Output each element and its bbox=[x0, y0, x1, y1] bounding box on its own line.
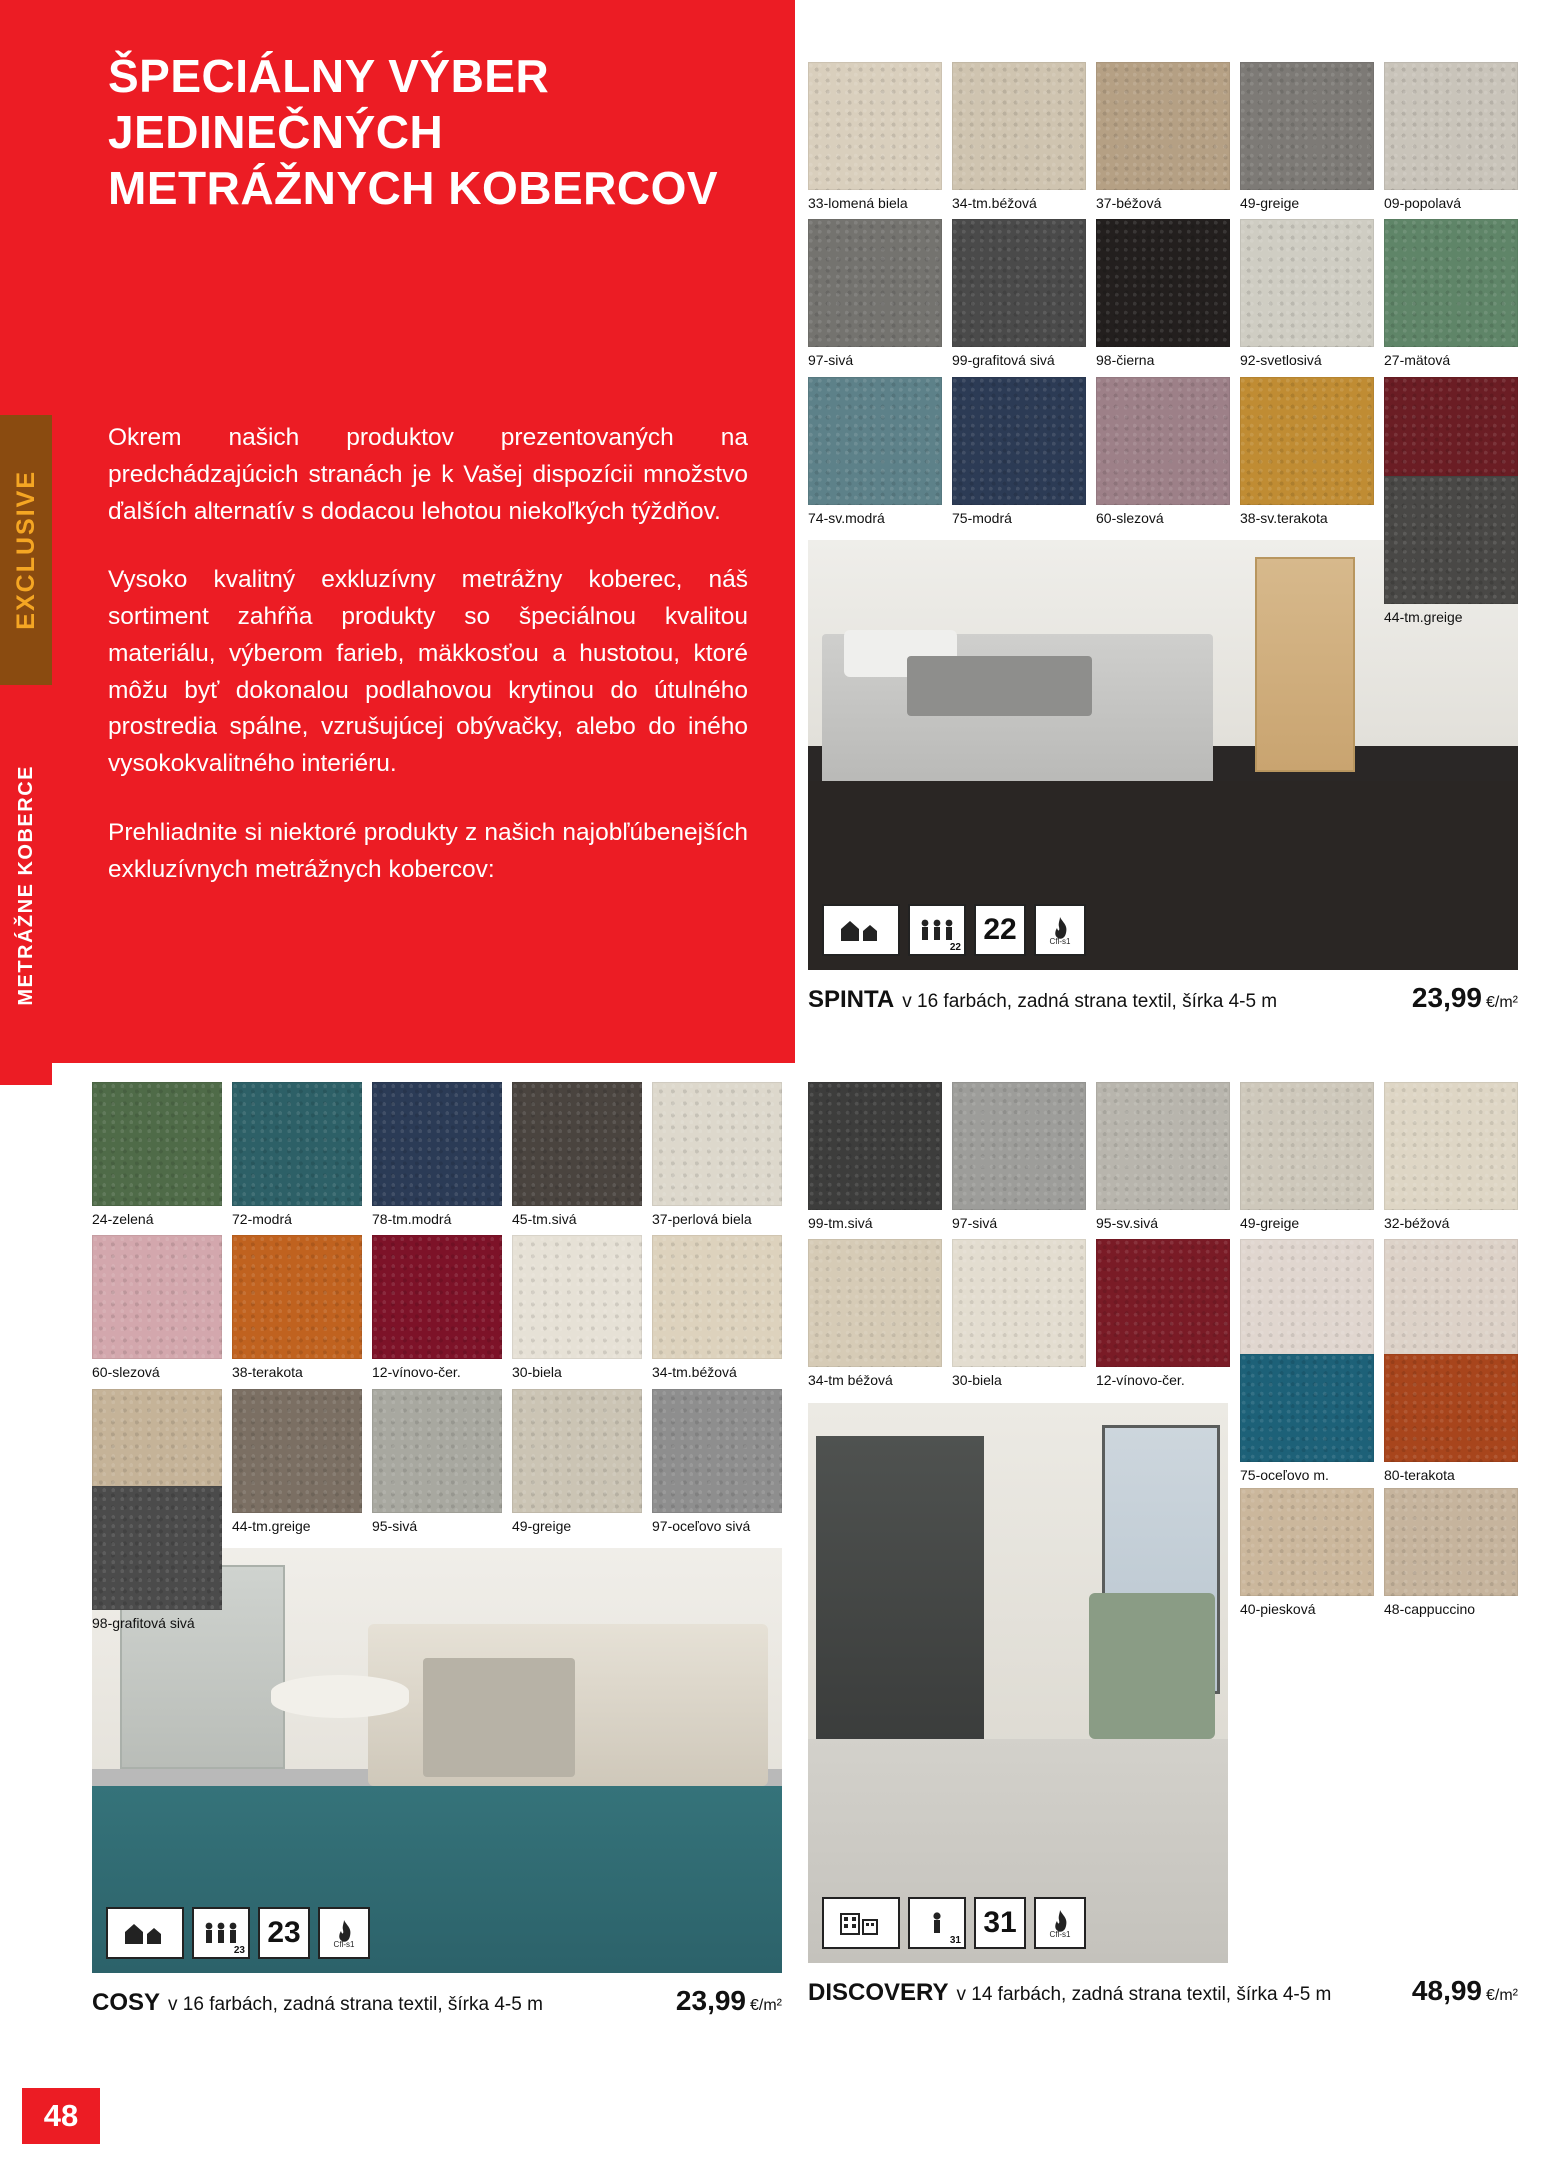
swatch-grid-spinta bbox=[808, 62, 1518, 534]
swatch-cosy-13 bbox=[512, 1389, 642, 1536]
swatch-cosy-7 bbox=[372, 1235, 502, 1382]
product-line-cosy bbox=[92, 1985, 782, 2017]
certification-icons-cosy bbox=[106, 1907, 370, 1959]
certification-icons-discovery bbox=[822, 1897, 1086, 1949]
hero-panel bbox=[0, 0, 795, 1063]
swatch-chip bbox=[1240, 1488, 1374, 1596]
swatch-cosy-2 bbox=[372, 1082, 502, 1229]
swatch-chip bbox=[1096, 62, 1230, 190]
people-icon bbox=[192, 1907, 250, 1959]
swatch-spinta-5 bbox=[808, 219, 942, 370]
swatch-chip bbox=[1384, 62, 1518, 190]
swatch-chip bbox=[232, 1082, 362, 1206]
product-block-discovery bbox=[808, 1082, 1518, 2007]
swatch-discovery-7 bbox=[1096, 1239, 1230, 1390]
swatch-spinta-0 bbox=[808, 62, 942, 213]
swatch-chip bbox=[952, 1239, 1086, 1367]
product-unit-cosy: €/m² bbox=[750, 1996, 782, 2014]
swatch-spinta-11 bbox=[952, 377, 1086, 528]
swatch-label: 60-slezová bbox=[1096, 509, 1164, 526]
swatch-cosy-11 bbox=[232, 1389, 362, 1536]
swatch-discovery-12 bbox=[1240, 1488, 1374, 1619]
swatch-chip bbox=[1096, 377, 1230, 505]
product-block-cosy bbox=[92, 1082, 782, 2017]
swatch-chip bbox=[1096, 1082, 1230, 1210]
swatch-discovery-4 bbox=[1384, 1082, 1518, 1233]
swatch-cosy-1 bbox=[232, 1082, 362, 1229]
svg-text:Cfl-s1: Cfl-s1 bbox=[1049, 1929, 1071, 1939]
swatch-cosy-6 bbox=[232, 1235, 362, 1382]
swatch-label: 27-mätová bbox=[1384, 352, 1451, 369]
swatch-label: 30-biela bbox=[952, 1372, 1002, 1389]
swatch-chip bbox=[1384, 219, 1518, 347]
swatch-label: 72-modrá bbox=[232, 1211, 292, 1227]
person-icon-sub: 31 bbox=[949, 1934, 961, 1946]
page-title: ŠPECIÁLNY VÝBER JEDINEČNÝCH METRÁŽNYCH KOBERCOV bbox=[108, 50, 719, 215]
hero-paragraph-3: Prehliadnite si niektoré produkty z našich najobľúbenejších exkluzívnych metrážnych kobercov: bbox=[108, 818, 748, 883]
swatch-chip bbox=[1240, 219, 1374, 347]
photo-throw bbox=[907, 656, 1092, 716]
photo-table bbox=[271, 1675, 409, 1718]
people-icon bbox=[908, 904, 966, 956]
swatch-spinta-12 bbox=[1096, 377, 1230, 528]
certification-icons-spinta bbox=[822, 904, 1086, 956]
swatch-chip bbox=[952, 1082, 1086, 1210]
swatch-label: 95-sv.sivá bbox=[1096, 1215, 1158, 1231]
swatch-label: 75-modrá bbox=[952, 509, 1012, 526]
swatch-spinta-9 bbox=[1384, 219, 1518, 370]
swatch-cosy-0 bbox=[92, 1082, 222, 1229]
swatch-chip bbox=[1384, 1239, 1518, 1367]
fire-icon bbox=[1034, 904, 1086, 956]
swatch-label: 49-greige bbox=[1240, 1215, 1300, 1231]
swatch-spinta-1 bbox=[952, 62, 1086, 213]
swatch-chip bbox=[512, 1389, 642, 1513]
swatch-chip bbox=[1240, 1082, 1374, 1210]
swatch-chip bbox=[952, 219, 1086, 347]
swatch-chip bbox=[808, 1082, 942, 1210]
class-number-icon: 22 bbox=[974, 904, 1026, 956]
swatch-chip bbox=[1384, 1354, 1518, 1462]
house-icon bbox=[106, 1907, 184, 1959]
class-number-icon: 23 bbox=[258, 1907, 310, 1959]
swatch-spinta-13 bbox=[1240, 377, 1374, 528]
photo-blanket bbox=[423, 1658, 575, 1777]
swatch-label: 97-sivá bbox=[808, 352, 854, 369]
swatch-label: 97-oceľovo sivá bbox=[652, 1517, 751, 1534]
swatch-cosy-5 bbox=[92, 1235, 222, 1382]
product-desc-discovery: v 14 farbách, zadná strana textil, šírka 4-5 m bbox=[956, 1983, 1332, 2005]
photo-armchair bbox=[1089, 1593, 1215, 1739]
swatch-label: 44-tm.greige bbox=[232, 1517, 311, 1534]
swatch-label: 40-piesková bbox=[1240, 1601, 1316, 1617]
swatch-label: 38-terakota bbox=[232, 1364, 303, 1381]
swatch-chip bbox=[808, 219, 942, 347]
house-icon bbox=[822, 904, 900, 956]
product-line-spinta bbox=[808, 982, 1518, 1014]
photo-door bbox=[1255, 557, 1354, 772]
swatch-spinta-8 bbox=[1240, 219, 1374, 370]
swatch-label: 12-vínovo-čer. bbox=[372, 1364, 461, 1381]
hero-paragraph-2: Vysoko kvalitný exkluzívny metrážny koberec, náš sortiment zahŕňa produkty so špeciálnou kvalitou materiálu, výberom farieb, mäkkosťou a hustotou, ktoré môžu byť dokonalou podlahovou krytinou do útulného prostredia spálne, vzrušujúcej obývačky, alebo do iného vysokokvalitného interiéru. bbox=[108, 566, 748, 777]
swatch-label: 60-slezová bbox=[92, 1364, 160, 1381]
swatch-chip bbox=[372, 1082, 502, 1206]
swatch-chip bbox=[232, 1389, 362, 1513]
swatch-cosy-15 bbox=[92, 1486, 222, 1633]
swatch-label: 75-oceľovo m. bbox=[1240, 1467, 1329, 1483]
side-tab-metrazne-koberce bbox=[0, 685, 52, 1085]
swatch-label: 98-grafitová sivá bbox=[92, 1615, 195, 1631]
swatch-discovery-13 bbox=[1384, 1488, 1518, 1619]
room-photo-discovery bbox=[808, 1403, 1228, 1963]
swatch-grid-cosy bbox=[92, 1082, 782, 1542]
swatch-chip bbox=[652, 1235, 782, 1359]
product-block-spinta bbox=[808, 62, 1518, 1014]
swatch-label: 97-sivá bbox=[952, 1215, 998, 1231]
swatch-cosy-14 bbox=[652, 1389, 782, 1536]
swatch-label: 32-béžová bbox=[1384, 1215, 1450, 1231]
product-desc-cosy: v 16 farbách, zadná strana textil, šírka 4-5 m bbox=[168, 1993, 543, 2015]
swatch-spinta-7 bbox=[1096, 219, 1230, 370]
swatch-spinta-4 bbox=[1384, 62, 1518, 213]
swatch-chip bbox=[1096, 219, 1230, 347]
product-name-spinta: SPINTA bbox=[808, 985, 895, 1013]
swatch-label: 30-biela bbox=[512, 1364, 562, 1381]
swatch-cosy-9 bbox=[652, 1235, 782, 1382]
people-icon-sub: 22 bbox=[949, 941, 961, 953]
swatch-chip bbox=[92, 1235, 222, 1359]
swatch-spinta-2 bbox=[1096, 62, 1230, 213]
swatch-chip bbox=[512, 1082, 642, 1206]
swatch-cosy-3 bbox=[512, 1082, 642, 1229]
side-tab-metrazne-label: METRÁŽNE KOBERCE bbox=[14, 764, 37, 1006]
swatch-label: 49-greige bbox=[512, 1517, 572, 1534]
swatch-chip bbox=[92, 1082, 222, 1206]
product-line-discovery bbox=[808, 1975, 1518, 2007]
swatch-label: 33-lomená biela bbox=[808, 195, 908, 211]
swatch-discovery-5 bbox=[808, 1239, 942, 1390]
swatch-label: 09-popolavá bbox=[1384, 195, 1462, 211]
swatch-discovery-11 bbox=[1384, 1354, 1518, 1485]
side-tab-exclusive-label: EXCLUSIVE bbox=[11, 470, 40, 630]
product-desc-spinta: v 16 farbách, zadná strana textil, šírka 4-5 m bbox=[902, 990, 1278, 1012]
fire-icon bbox=[1034, 1897, 1086, 1949]
product-unit-discovery: €/m² bbox=[1486, 1986, 1518, 2004]
building-icon bbox=[822, 1897, 900, 1949]
swatch-chip bbox=[808, 62, 942, 190]
swatch-label: 38-sv.terakota bbox=[1240, 509, 1328, 526]
swatch-cosy-4 bbox=[652, 1082, 782, 1229]
svg-text:Cfl-s1: Cfl-s1 bbox=[1049, 936, 1071, 946]
side-tab-exclusive bbox=[0, 415, 52, 685]
swatch-discovery-10 bbox=[1240, 1354, 1374, 1485]
swatch-chip bbox=[372, 1389, 502, 1513]
swatch-chip bbox=[952, 62, 1086, 190]
swatch-spinta-6 bbox=[952, 219, 1086, 370]
person-icon bbox=[908, 1897, 966, 1949]
swatch-label: 74-sv.modrá bbox=[808, 509, 885, 526]
swatch-label: 80-terakota bbox=[1384, 1467, 1455, 1483]
svg-text:Cfl-s1: Cfl-s1 bbox=[333, 1939, 355, 1949]
swatch-label: 44-tm.greige bbox=[1384, 609, 1463, 625]
swatch-label: 95-sivá bbox=[372, 1517, 418, 1534]
swatch-label: 92-svetlosivá bbox=[1240, 352, 1322, 369]
swatch-cosy-8 bbox=[512, 1235, 642, 1382]
swatch-label: 37-perlová biela bbox=[652, 1211, 752, 1227]
swatch-spinta-3 bbox=[1240, 62, 1374, 213]
swatch-label: 48-cappuccino bbox=[1384, 1601, 1476, 1617]
swatch-chip bbox=[1240, 1239, 1374, 1367]
swatch-label: 34-tm.béžová bbox=[952, 195, 1037, 211]
swatch-label: 24-zelená bbox=[92, 1211, 154, 1227]
swatch-chip bbox=[1384, 1488, 1518, 1596]
hero-body bbox=[108, 420, 748, 888]
swatch-chip bbox=[1384, 476, 1518, 604]
fire-icon bbox=[318, 1907, 370, 1959]
swatch-label: 37-béžová bbox=[1096, 195, 1162, 211]
swatch-chip bbox=[952, 377, 1086, 505]
photo-fireplace bbox=[816, 1436, 984, 1738]
swatch-chip bbox=[1240, 62, 1374, 190]
swatch-chip bbox=[1384, 1082, 1518, 1210]
hero-paragraph-1: Okrem našich produktov prezentovaných na predchádzajúcich stranách je k Vašej dispozícii množstvo ďalších alternatív s dodacou lehotou niekoľkých týždňov. bbox=[108, 424, 748, 525]
swatch-chip bbox=[92, 1486, 222, 1610]
product-name-cosy: COSY bbox=[92, 1988, 161, 2016]
swatch-label: 12-vínovo-čer. bbox=[1096, 1372, 1185, 1389]
product-price-cosy: 23,99 bbox=[675, 1984, 746, 2016]
swatch-label: 34-tm.béžová bbox=[652, 1364, 737, 1381]
swatch-chip bbox=[1240, 377, 1374, 505]
swatch-chip bbox=[372, 1235, 502, 1359]
product-price-discovery: 48,99 bbox=[1411, 1974, 1482, 2006]
swatch-chip bbox=[1096, 1239, 1230, 1367]
swatch-chip bbox=[652, 1082, 782, 1206]
swatch-label: 99-tm.sivá bbox=[808, 1215, 873, 1231]
swatch-label: 99-grafitová sivá bbox=[952, 352, 1055, 369]
swatch-label: 34-tm béžová bbox=[808, 1372, 893, 1389]
swatch-spinta-10 bbox=[808, 377, 942, 528]
swatch-chip bbox=[808, 377, 942, 505]
swatch-chip bbox=[808, 1239, 942, 1367]
swatch-spinta-15 bbox=[1384, 476, 1518, 627]
swatch-discovery-3 bbox=[1240, 1082, 1374, 1233]
swatch-label: 45-tm.sivá bbox=[512, 1211, 577, 1227]
swatch-discovery-6 bbox=[952, 1239, 1086, 1390]
swatch-discovery-2 bbox=[1096, 1082, 1230, 1233]
swatch-label: 78-tm.modrá bbox=[372, 1211, 452, 1227]
swatch-chip bbox=[652, 1389, 782, 1513]
swatch-label: 49-greige bbox=[1240, 195, 1300, 211]
product-unit-spinta: €/m² bbox=[1486, 993, 1518, 1011]
swatch-discovery-0 bbox=[808, 1082, 942, 1233]
product-price-spinta: 23,99 bbox=[1411, 981, 1482, 1013]
people-icon-sub: 23 bbox=[233, 1944, 245, 1956]
swatch-chip bbox=[232, 1235, 362, 1359]
swatch-discovery-1 bbox=[952, 1082, 1086, 1233]
swatch-label: 98-čierna bbox=[1096, 352, 1155, 369]
product-name-discovery: DISCOVERY bbox=[808, 1978, 949, 2006]
swatch-cosy-12 bbox=[372, 1389, 502, 1536]
page-number: 48 bbox=[22, 2088, 100, 2144]
swatch-chip bbox=[1240, 1354, 1374, 1462]
swatch-grid-discovery bbox=[808, 1082, 1518, 1397]
class-number-icon: 31 bbox=[974, 1897, 1026, 1949]
swatch-chip bbox=[512, 1235, 642, 1359]
